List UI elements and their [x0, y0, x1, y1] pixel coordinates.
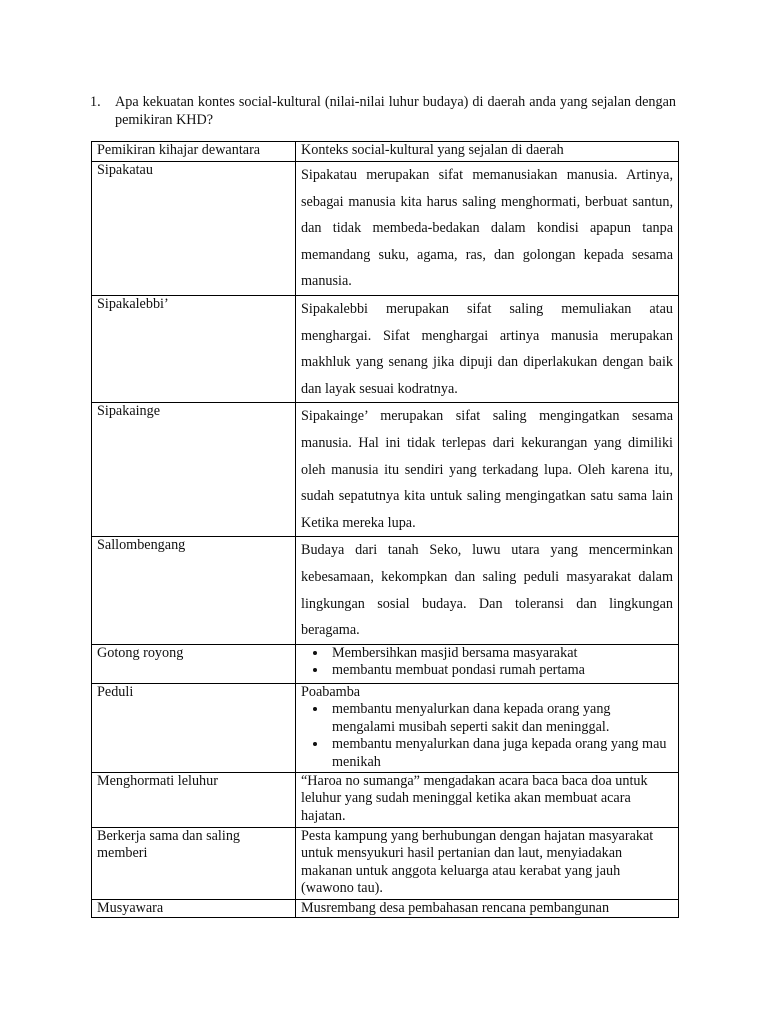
- bullet-list: [301, 645, 673, 680]
- row-label: Gotong royong: [92, 644, 296, 683]
- row-text: Budaya dari tanah Seko, luwu utara yang mencerminkan kebesamaan, kekompkan dan saling peduli masyarakat dalam lingkungan sosial budaya. Dan toleransi dan lingkungan beragama.: [296, 537, 679, 644]
- row-text: Sipakainge’ merupakan sifat saling mengingatkan sesama manusia. Hal ini tidak terlepas dari kekurangan yang dimiliki oleh manusia itu sendiri yang terkadang lupa. Oleh karena itu, sudah sepatutnya kita untuk saling mengingatkan satu sama lain Ketika mereka lupa.: [296, 403, 679, 537]
- table-row: [92, 403, 679, 537]
- row-label: Musyawara: [92, 899, 296, 918]
- table-header-row: [92, 142, 679, 162]
- table-row: [92, 899, 679, 918]
- row-label: Sipakainge: [92, 403, 296, 537]
- table-row: [92, 295, 679, 402]
- table-row: [92, 162, 679, 296]
- table-row: [92, 827, 679, 899]
- list-item: • membantu menyalurkan dana juga kepada orang yang mau menikah: [328, 736, 673, 771]
- list-item: • Membersihkan masjid bersama masyarakat: [328, 645, 673, 663]
- row-intro: Poabamba: [301, 683, 361, 700]
- table-row: [92, 644, 679, 683]
- row-text: Sipakatau merupakan sifat memanusiakan manusia. Artinya, sebagai manusia kita harus saling menghormati, berbuat santun, dan tidak membeda-bedakan dalam kondisi apapun tanpa memandang suku, agama, ras, dan golongan kepada sesama manusia.: [296, 162, 679, 296]
- row-text: Musrembang desa pembahasan rencana pembangunan: [296, 899, 679, 918]
- row-text: Pesta kampung yang berhubungan dengan hajatan masyarakat untuk mensyukuri hasil pertanian dan laut, menyiadakan makanan untuk anggota keluarga atau kerabat yang jauh (wawono tau).: [296, 827, 679, 899]
- table-row: [92, 537, 679, 644]
- list-item: • membantu menyalurkan dana kepada orang yang mengalami musibah seperti sakit dan meninggal.: [328, 701, 673, 736]
- row-label: Sallombengang: [92, 537, 296, 644]
- bullet-list: [301, 701, 673, 771]
- row-label: Menghormati leluhur: [92, 772, 296, 827]
- header-cell-context: Konteks social-kultural yang sejalan di daerah: [296, 142, 679, 162]
- table-row: [92, 683, 679, 772]
- row-label: Berkerja sama dan saling memberi: [92, 827, 296, 899]
- question-1: [90, 93, 676, 129]
- header-cell-thought: Pemikiran kihajar dewantara: [92, 142, 296, 162]
- row-label: Sipakatau: [92, 162, 296, 296]
- row-bullets-cell: [296, 644, 679, 683]
- row-text: Sipakalebbi merupakan sifat saling memuliakan atau menghargai. Sifat menghargai artinya manusia merupakan makhluk yang senang jika dipuji dan diperlakukan dengan baik dan layak sesuai kodratnya.: [296, 295, 679, 402]
- table-row: [92, 772, 679, 827]
- row-label: Sipakalebbi’: [92, 295, 296, 402]
- question-text: Apa kekuatan kontes social-kultural (nilai-nilai luhur budaya) di daerah anda yang sejalan dengan pemikiran KHD?: [115, 94, 676, 128]
- row-text: “Haroa no sumanga” mengadakan acara baca baca doa untuk leluhur yang sudah meninggal ketika akan membuat acara hajatan.: [296, 772, 679, 827]
- row-label: Peduli: [92, 683, 296, 772]
- question-number: 1.: [90, 94, 101, 110]
- row-bullets-cell: [296, 683, 679, 772]
- culture-table: [91, 141, 679, 918]
- list-item: • membantu membuat pondasi rumah pertama: [328, 662, 673, 680]
